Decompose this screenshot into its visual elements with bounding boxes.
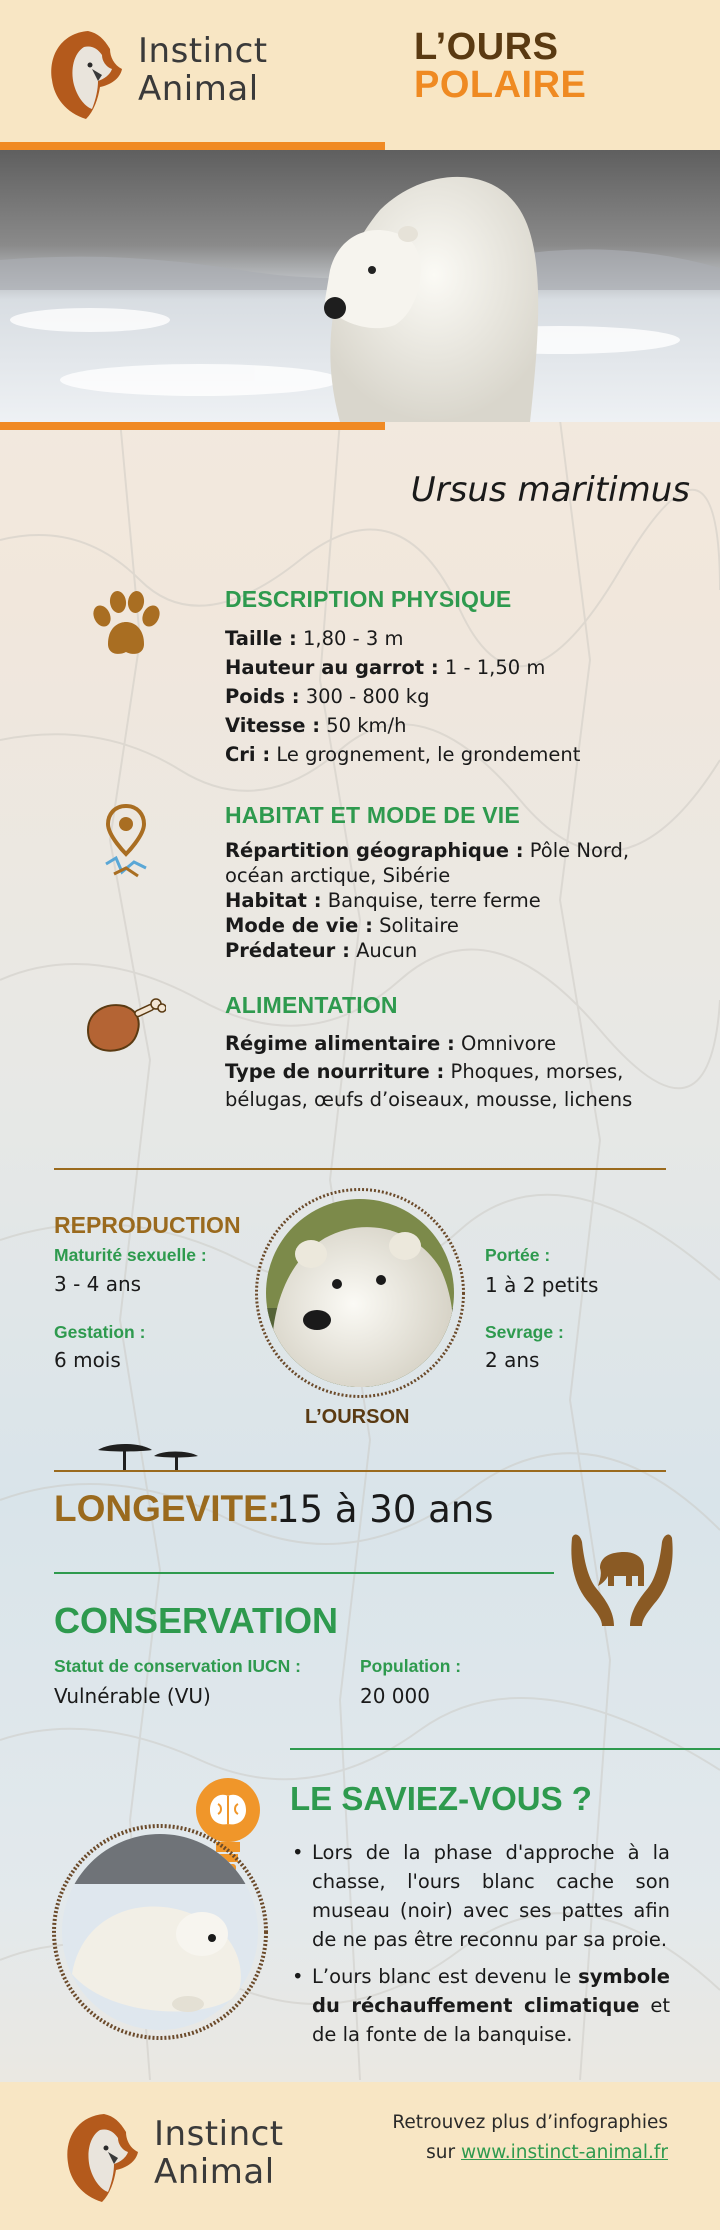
sevrage-label: Sevrage : — [485, 1322, 564, 1342]
location-pin-icon — [100, 802, 152, 882]
row-value: Solitaire — [372, 914, 459, 937]
alimentation-list — [225, 1030, 665, 1114]
row-label: Prédateur : — [225, 939, 350, 962]
header-band — [0, 0, 720, 150]
row-label: Type de nourriture : — [225, 1060, 445, 1083]
footer-prefix: sur — [426, 2142, 461, 2163]
habitat-title: HABITAT ET MODE DE VIE — [225, 802, 520, 828]
brand-name-line2: Animal — [154, 2152, 275, 2192]
orange-accent-bar-bottom — [0, 422, 385, 430]
acacia-tree-icon — [94, 1440, 204, 1472]
row-value: 1 - 1,50 m — [438, 656, 546, 679]
gestation-value: 6 mois — [54, 1348, 121, 1372]
brand-name-line2: Animal — [138, 69, 259, 109]
habitat-row — [225, 938, 670, 963]
did-you-know-list — [290, 1838, 670, 2057]
meat-leg-icon — [82, 996, 166, 1056]
row-label: Hauteur au garrot : — [225, 656, 439, 679]
lion-logo-icon — [56, 2108, 156, 2208]
row-label: Vitesse : — [225, 714, 321, 737]
portee-value: 1 à 2 petits — [485, 1273, 599, 1297]
description-title: DESCRIPTION PHYSIQUE — [225, 586, 512, 612]
fact-item: • Lors de la phase d'approche à la chasse, l'ours blanc cache son museau (noir) avec ses pattes afin de ne pas être reconnu par sa proie. — [290, 1838, 670, 1954]
maturite-label: Maturité sexuelle : — [54, 1245, 207, 1265]
population-label: Population : — [360, 1656, 462, 1676]
paw-icon — [88, 586, 162, 660]
fact-text: L’ours blanc est devenu le — [312, 1965, 579, 1988]
description-row — [225, 711, 685, 740]
sleeping-polar-bear-photo — [52, 1824, 268, 2040]
longevity-label: LONGEVITE: — [54, 1488, 281, 1529]
divider-line — [54, 1470, 666, 1472]
row-label: Poids : — [225, 685, 300, 708]
did-you-know-title: LE SAVIEZ-VOUS ? — [290, 1780, 592, 1817]
lion-logo-icon — [40, 25, 140, 125]
footer-line1: Retrouvez plus d’infographies — [392, 2112, 668, 2133]
row-value: Phoques, morses, bélugas, œufs d’oiseaux, mousse, lichens — [225, 1060, 633, 1111]
portee-label: Portée : — [485, 1245, 551, 1265]
divider-line — [54, 1168, 666, 1170]
row-value: Aucun — [349, 939, 418, 962]
polar-bear-hero-photo — [0, 150, 720, 422]
alimentation-row — [225, 1030, 665, 1058]
row-label: Mode de vie : — [225, 914, 373, 937]
row-label: Régime alimentaire : — [225, 1032, 455, 1055]
fact-item — [290, 1962, 670, 2049]
reproduction-title: REPRODUCTION — [54, 1212, 241, 1238]
row-label: Cri : — [225, 743, 271, 766]
conservation-title: CONSERVATION — [54, 1600, 339, 1641]
row-value: 50 km/h — [320, 714, 407, 737]
row-label: Répartition géographique : — [225, 839, 524, 862]
gestation-label: Gestation : — [54, 1322, 146, 1342]
maturite-value: 3 - 4 ans — [54, 1272, 142, 1296]
hands-elephant-icon — [566, 1528, 678, 1628]
sevrage-value: 2 ans — [485, 1348, 540, 1372]
alimentation-title: ALIMENTATION — [225, 992, 398, 1018]
brand-name-line1: Instinct — [154, 2114, 284, 2154]
brand-name-line1: Instinct — [138, 31, 268, 71]
website-link[interactable]: www.instinct-animal.fr — [461, 2142, 668, 2163]
row-value: Le grognement, le grondement — [270, 743, 581, 766]
row-label: Taille : — [225, 627, 297, 650]
fact-text: et de la fonte de la banquise. — [312, 1994, 670, 2046]
divider-line — [290, 1748, 720, 1750]
footer-text — [392, 2108, 668, 2168]
row-value: 1,80 - 3 m — [296, 627, 404, 650]
description-list — [225, 624, 685, 769]
description-row — [225, 653, 685, 682]
population-value: 20 000 — [360, 1684, 430, 1708]
description-row — [225, 740, 685, 769]
description-row — [225, 682, 685, 711]
habitat-row — [225, 838, 670, 888]
iucn-status-label: Statut de conservation IUCN : — [54, 1656, 301, 1676]
page-title-line2: POLAIRE — [414, 64, 587, 106]
iucn-status-value: Vulnérable (VU) — [54, 1684, 211, 1708]
scientific-name: Ursus maritimus — [410, 470, 690, 510]
habitat-list — [225, 838, 670, 963]
footer-brand-logo[interactable] — [56, 2108, 306, 2218]
brand-logo[interactable] — [40, 25, 290, 135]
fact-emphasis: symbole du réchauffement climatique — [312, 1965, 670, 2017]
row-value: Pôle Nord, océan arctique, Sibérie — [225, 839, 630, 887]
alimentation-row — [225, 1058, 665, 1114]
row-value: Banquise, terre ferme — [321, 889, 541, 912]
row-value: 300 - 800 kg — [299, 685, 430, 708]
description-row — [225, 624, 685, 653]
row-label: Habitat : — [225, 889, 322, 912]
row-value: Omnivore — [454, 1032, 557, 1055]
habitat-row — [225, 913, 670, 938]
footer-line2 — [392, 2138, 668, 2168]
page-title-line1: L’OURS — [414, 26, 559, 68]
divider-line — [54, 1572, 554, 1574]
polar-bear-cub-photo — [255, 1188, 465, 1398]
orange-accent-bar-top — [0, 142, 385, 150]
habitat-row — [225, 888, 670, 913]
cub-label: L’OURSON — [305, 1406, 410, 1428]
longevity-value: 15 à 30 ans — [276, 1488, 494, 1531]
